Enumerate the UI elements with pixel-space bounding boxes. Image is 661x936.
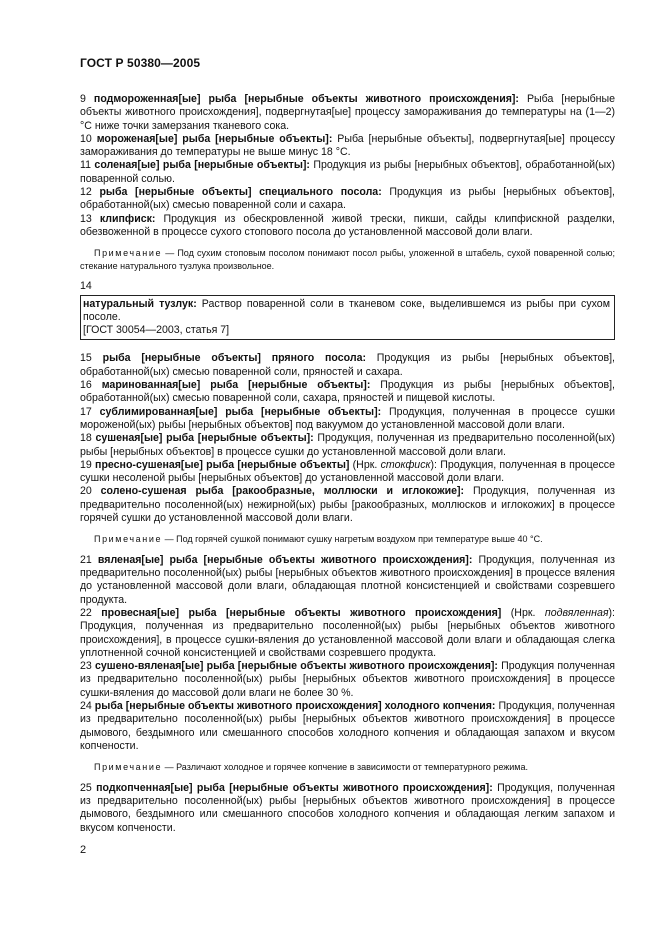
term-synonym: стокфиск <box>380 458 431 471</box>
term-definition: Продукция, полученная из предварительно посоленной(ых) рыбы [нерыбных объектов животного происхождения] в процессе дымового, бездымного или смешанного способов холодного копчения и обладающая легким запахом и вкусом копчености. <box>80 781 615 834</box>
term-25 <box>80 782 615 835</box>
term-22 <box>80 607 615 660</box>
term-number: 25 <box>80 781 92 794</box>
term-12 <box>80 186 615 213</box>
term-prefix: (Нрк. <box>349 458 381 471</box>
term-number: 23 <box>80 660 92 673</box>
term-19 <box>80 459 615 486</box>
note-text: — Различают холодное и горячее копчение в зависимости от температурного режима. <box>162 762 528 773</box>
term-name: сублимированная[ые] рыба [нерыбные объекты]: <box>99 405 382 418</box>
note-smoking <box>80 761 615 774</box>
term-number: 11 <box>80 159 91 172</box>
term-definition: Продукция из рыбы [нерыбных объектов], обработанной(ых) смесью поваренной соли и сахара. <box>80 186 615 212</box>
term-definition: Продукция, полученная из предварительно посоленной(ых) рыбы [нерыбных объектов животного происхождения] в процессе дымового, бездымного или смешанного способов холодного копчения и обладающая запахом и вкусом копчености. <box>80 700 615 752</box>
term-number: 13 <box>80 212 92 225</box>
term-definition: Продукция, полученная из предварительно посоленной(ых) нежирной(ых) рыбы [ракообразных, моллюсков и иглокожих] в процессе горячей сушки до установленной массовой доли влаги. <box>80 485 615 525</box>
term-21 <box>80 554 615 607</box>
term-name: натуральный тузлук: <box>83 297 197 310</box>
term-number: 22 <box>80 607 92 619</box>
term-definition: Продукция из рыбы [нерыбных объектов], обработанной(ых) поваренной солью. <box>80 159 615 185</box>
note-text: — Под горячей сушкой понимают сушку нагретым воздухом при температуре выше 40 °С. <box>162 534 543 545</box>
page-number: 2 <box>80 844 87 856</box>
term-name: солено-сушеная рыба [ракообразные, моллюски и иглокожие]: <box>100 485 465 498</box>
term-definition: Продукция полученная из предварительно посоленной(ых) рыбы [нерыбных объектов животного происхождения] в процессе сушки-вяления до массовой доли влаги не более 30 %. <box>80 660 615 699</box>
term-definition: Раствор поваренной соли в тканевом соке, выделившемся из рыбы при сухом посоле. <box>83 297 610 323</box>
term-synonym: подвяленная <box>544 607 609 619</box>
term-definition: Продукция, полученная из предварительно посоленной(ых) рыбы [нерыбных объектов животного происхождения] в процессе вяления до установленной массовой доли влаги, обладающая плотной консистенцией и свойствами созревшего продукта. <box>80 553 615 606</box>
term-prefix: (Нрк. <box>501 607 545 619</box>
term-24 <box>80 700 615 753</box>
term-number: 12 <box>80 186 92 199</box>
note-label: Примечание <box>94 534 163 545</box>
term-13 <box>80 213 615 240</box>
term-20 <box>80 485 615 525</box>
term-name: сушеная[ые] рыба [нерыбные объекты]: <box>95 432 314 445</box>
note-label: Примечание <box>94 762 163 773</box>
term-name: сушено-вяленая[ые] рыба [нерыбные объекты животного происхождения]: <box>95 660 498 673</box>
term-number: 18 <box>80 432 92 445</box>
term-number: 24 <box>80 700 92 713</box>
term-14 <box>83 298 610 325</box>
note-label: Примечание <box>94 248 163 259</box>
term-name: мороженая[ые] рыба [нерыбные объекты]: <box>96 132 333 145</box>
document-code: ГОСТ Р 50380—2005 <box>80 56 201 70</box>
term-name: маринованная[ые] рыба [нерыбные объекты]: <box>101 379 371 392</box>
term-definition: Рыба [нерыбные объекты животного происхождения], подвергнутая[ые] процессу замораживания до температуры на (1—2) °С ниже точки замерзания тканевого сока. <box>80 93 615 132</box>
term-number: 9 <box>80 93 86 105</box>
term-name: подкопченная[ые] рыба [нерыбные объекты животного происхождения]: <box>96 781 493 794</box>
term-18 <box>80 432 615 459</box>
term-definition: ): Продукция, полученная в процессе сушки несоленой рыбы [нерыбных объектов] до установленной массовой доли влаги. <box>80 458 615 485</box>
term-name: соленая[ые] рыба [нерыбные объекты]: <box>94 159 310 172</box>
term-11 <box>80 159 615 186</box>
term-definition: Продукция, полученная из предварительно посоленной(ых) рыбы [нерыбных объектов] в процессе сушки до установленной массовой доли влаги. <box>80 432 615 458</box>
term-number: 10 <box>80 132 92 145</box>
note-hot-drying <box>80 533 615 546</box>
terms-content <box>80 93 615 835</box>
term-definition: Продукция из рыбы [нерыбных объектов], обработанной(ых) смесью поваренной соли, пряностей и сахара. <box>80 352 615 378</box>
term-name: пресно-сушеная[ые] рыба [нерыбные объекты] <box>95 458 350 471</box>
term-definition: Продукция из обескровленной живой трески, пикши, сайды клипфискной разделки, обезвоженной в процессе сухого стопового посола до установленной массовой доли влаги. <box>80 212 615 238</box>
term-name: рыба [нерыбные объекты] пряного посола: <box>102 352 367 365</box>
term-name: провесная[ые] рыба [нерыбные объекты животного происхождения] <box>101 607 502 619</box>
term-10 <box>80 133 615 160</box>
term-definition: ): Продукция, полученная из предварительно посоленной(ых) рыбы [нерыбных объектов животного происхождения], в процессе сушки-вяления до установленной массовой доли влаги и обладающая слегка уплотненной сочной консистенцией и свойствами созревшего продукта. <box>80 607 615 659</box>
term-name: клипфиск: <box>99 212 156 225</box>
term-14-reference: [ГОСТ 30054—2003, статья 7] <box>83 324 230 337</box>
term-number: 20 <box>80 485 92 498</box>
term-name: подмороженная[ые] рыба [нерыбные объекты животного происхождения]: <box>93 93 519 105</box>
term-definition: Продукция из рыбы [нерыбных объектов], обработанной(ых) смесью поваренной соли, сахара, пряностей и пищевой кислоты. <box>80 379 616 405</box>
term-15 <box>80 352 615 379</box>
note-dry-salting <box>80 247 615 272</box>
term-definition: Продукция, полученная в процессе сушки мороженой(ых) рыбы [нерыбных объектов] под вакуумом до установленной массовой доли влаги. <box>80 405 615 431</box>
term-number: 17 <box>80 405 92 418</box>
term-name: рыба [нерыбные объекты] специального посола: <box>99 186 382 199</box>
term-14-number: 14 <box>80 280 92 293</box>
term-number: 19 <box>80 458 92 471</box>
term-number: 21 <box>80 553 92 566</box>
term-9 <box>80 93 615 133</box>
term-17 <box>80 406 615 433</box>
term-14-box <box>80 295 615 341</box>
term-name: вяленая[ые] рыба [нерыбные объекты животного происхождения]: <box>97 553 473 566</box>
term-23 <box>80 660 615 700</box>
note-text: — Под сухим стоповым посолом понимают посол рыбы, уложенной в штабель, сухой поваренной солью; стекание натурального тузлука произвольное. <box>80 248 615 271</box>
term-name: рыба [нерыбные объекты животного происхождения] холодного копчения: <box>94 700 496 713</box>
term-number: 15 <box>80 352 92 365</box>
term-16 <box>80 379 615 406</box>
term-definition: Рыба [нерыбные объекты], подвергнутая[ые] процессу замораживания до температуры не выше минус 18 °С. <box>80 132 615 159</box>
term-number: 16 <box>80 379 92 392</box>
